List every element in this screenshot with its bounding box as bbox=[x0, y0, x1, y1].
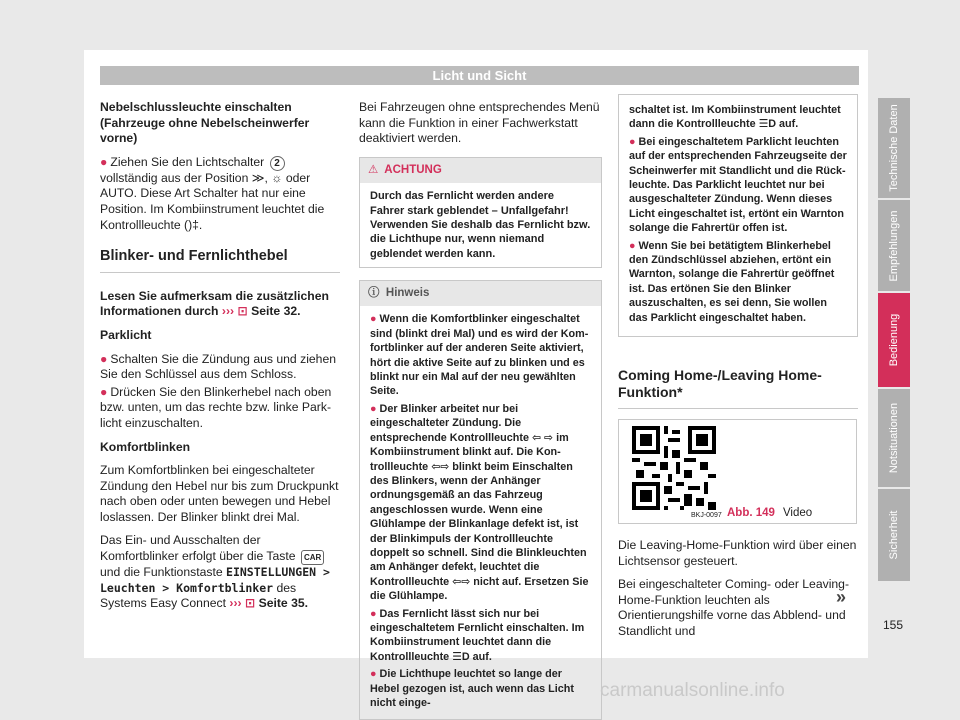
intro-note: Lesen Sie aufmerksam die zusätzlichen Informationen durch ››› ⊡ Seite 32. bbox=[100, 288, 329, 319]
bullet-icon: ● bbox=[370, 313, 377, 326]
paragraph-coming-home: Bei eingeschalteter Coming- oder Leaving-Home-Funktion leuchten als Orientierungshilfe vorne das Abblend- und Standlicht und bbox=[618, 577, 850, 639]
page-number: 155 bbox=[883, 618, 904, 632]
section-title-coming-home: Coming Home-/Leaving Home-Funktion* bbox=[618, 367, 858, 409]
figure-caption: Abb. 149 Video bbox=[727, 507, 813, 520]
section-title-blinker: Blinker- und Fernlichthebel bbox=[100, 249, 340, 273]
tab-technische-daten[interactable]: Technische Daten bbox=[878, 98, 910, 198]
bullet-icon: ● bbox=[370, 668, 377, 681]
watermark: carmanualsonline.info bbox=[600, 680, 785, 701]
chapter-tabs bbox=[878, 98, 910, 583]
menu-path: EINSTELLUNGEN > Leuchten > Komfortblinker bbox=[100, 565, 330, 595]
tab-sicherheit[interactable]: Sicherheit bbox=[878, 489, 910, 581]
car-key-icon: CAR bbox=[301, 550, 324, 565]
warning-box bbox=[359, 157, 602, 268]
bullet-icon: ● bbox=[629, 239, 636, 252]
hint-box bbox=[359, 280, 602, 720]
hint-continuation-box: schaltet ist. Im Kombiinstrument leuchtet dann die Kontrollleuchte ☰D auf. ● Bei eingeschaltetem Parklicht leuchten auf der entsprechenden Fahrzeugseite der Scheinwerfer mit Standlicht und die Rückleuchte. Das Parklicht leuchtet nur bei ausgeschalteter Zündung. Wenn dieses Licht eingeschaltet ist, ertönt ein Warnton solange die Fahrertür offen ist. ● Wenn Sie bei betätigtem Blinkerhebel den Zündschlüssel abziehen, ertönt ein Warnton, solange die Fahrertür geöffnet ist. Das ertönen Sie den Blinker auszuschalten, es sei denn, Sie wollen das Parklicht eingeschaltet haben. bbox=[618, 94, 858, 337]
bullet-icon: ● bbox=[629, 135, 636, 148]
bullet-icon: ● bbox=[100, 154, 108, 169]
tab-bedienung[interactable]: Bedienung bbox=[878, 293, 910, 387]
tab-empfehlungen[interactable]: Empfehlungen bbox=[878, 200, 910, 291]
subheading-komfortblinken: Komfortblinken bbox=[100, 439, 191, 454]
hint-header: ⓘ Hinweis bbox=[360, 281, 601, 307]
warning-header: ⚠ ACHTUNG bbox=[360, 158, 601, 184]
bullet-parklicht-1: ● Schalten Sie die Zündung aus und ziehen Sie den Schlüssel aus dem Schloss. bbox=[100, 351, 337, 382]
hint-item: ● Das Fernlicht lässt sich nur bei eingeschaltetem Fernlicht einschalten. Im Kombiinstrument leuchtet dann die Kontrollleuchte ☰D auf. bbox=[370, 607, 585, 663]
hint-body bbox=[360, 306, 601, 719]
figure-number: Abb. 149 bbox=[727, 507, 775, 520]
page-link[interactable]: Seite 32. bbox=[251, 304, 301, 319]
hint-item: ● Bei eingeschaltetem Parklicht leuchten auf der entsprechenden Fahrzeugseite der Scheinwerfer mit Standlicht und die Rückleuchte. Das Parklicht leuchtet nur bei ausgeschalteter Zündung. Wenn dieses Licht eingeschaltet ist, ertönt ein Warnton solange die Fahrertür offen ist. bbox=[629, 135, 847, 235]
column-left bbox=[100, 100, 340, 620]
hint-item: ● Wenn Sie bei betätigtem Blinkerhebel den Zündschlüssel abziehen, ertönt ein Warnton, solange die Fahrertür geöffnet ist. Das ertönen Sie den Blinker auszuschalten, es sei denn, Sie wollen das Parklicht eingeschaltet haben. bbox=[629, 239, 835, 324]
bullet-icon: ● bbox=[100, 384, 108, 399]
column-right bbox=[618, 94, 858, 648]
page-link[interactable]: Seite 35. bbox=[258, 596, 309, 611]
page-header: Licht und Sicht bbox=[100, 66, 859, 85]
paragraph-leaving-home: Die Leaving-Home-Funktion wird über einen Lichtsensor gesteuert. bbox=[618, 538, 857, 568]
heading-fog-light: Nebelschlussleuchte einschalten (Fahrzeuge ohne Nebelscheinwerfer vorne) bbox=[100, 100, 310, 146]
bullet-icon: ● bbox=[100, 351, 108, 366]
subheading-parklicht: Parklicht bbox=[100, 327, 152, 342]
book-icon: ⊡ bbox=[244, 596, 256, 611]
tab-notsituationen[interactable]: Notsituationen bbox=[878, 389, 910, 487]
figure-video bbox=[618, 419, 857, 524]
hint-item: ● Wenn die Komfortblinker eingeschaltet sind (blinkt drei Mal) und es wird der Komfortblinker auf der anderen Seite aktiviert, hört die aktive Seite auf zu blinken und es blinkt nur ein Mal auf der neu gewählten Seite. bbox=[370, 313, 589, 398]
column-middle bbox=[359, 100, 602, 720]
bullet-parklicht-2: ● Drücken Sie den Blinkerhebel nach oben bzw. unten, um das rechte bzw. linke Parklicht einzuschalten. bbox=[100, 384, 332, 430]
warning-text: Durch das Fernlicht werden andere Fahrer stark geblendet – Unfallgefahr! Verwenden Sie deshalb das Fernlicht bzw. die Lichthupe nur, wenn niemand geblendet werden kann. bbox=[370, 190, 591, 260]
paragraph-komfortblinken: Zum Komfortblinken bei eingeschalteter Zündung den Hebel nur bis zum Druckpunkt nach oben oder unten bewegen und Hebel loslassen. Der Blinker blinkt drei Mal. bbox=[100, 463, 339, 524]
reference-arrow-icon: ››› bbox=[229, 596, 242, 611]
qr-code-icon[interactable] bbox=[631, 426, 717, 510]
hint-item: ● Die Lichthupe leuchtet so lange der Hebel gezogen ist, auch wenn das Licht nicht einge- bbox=[370, 668, 574, 710]
item-number-badge: 2 bbox=[270, 156, 285, 171]
book-icon: ⊡ bbox=[237, 304, 248, 319]
continue-arrow-icon: » bbox=[836, 587, 847, 607]
bullet-icon: ● bbox=[370, 607, 377, 620]
bullet-fog-light: ● Ziehen Sie den Lichtschalter 2 vollständig aus der Position ≫, ☼ oder AUTO. Diese Art Schalter hat nur eine Position. Im Kombiinstrument leuchtet die Kontrollleuchte ()‡. bbox=[100, 154, 325, 232]
bullet-icon: ● bbox=[370, 402, 377, 415]
reference-arrow-icon: ››› bbox=[221, 304, 235, 319]
warning-triangle-icon: ⚠ bbox=[368, 163, 379, 176]
paragraph-settings: Das Ein- und Ausschalten der Komfortblinker erfolgt über die Taste CAR und die Funktionstaste EINSTELLUNGEN > Leuchten > Komfortblinker des Systems Easy Connect ››› ⊡ Seite 35. bbox=[100, 533, 330, 611]
info-icon: ⓘ bbox=[368, 286, 380, 299]
hint-item: ● Der Blinker arbeitet nur bei eingeschalteter Zündung. Die entsprechende Kontrollleuchte ⇦ ⇨ im Kombiinstrument blinkt auf. Die Kontrollleuchte ⇦⇨ blinkt beim Einschalten des Blinkers, wenn der Anhänger ordnungsgemäß an das Fahrzeug angeschlossen wurde. Wenn eine Glühlampe der Blinkanlage defekt ist, ist der Blinkimpuls der Kontrollleuchte doppelt so schnell. Sind die Blinkleuchten am Anhänger defekt, leuchtet die Kontrollleuchte ⇦⇨ nicht auf. Ersetzen Sie die Glühlampe. bbox=[370, 402, 589, 603]
paragraph-workshop: Bei Fahrzeugen ohne entsprechendes Menü kann die Funktion in einer Fachwerkstatt deaktiviert werden. bbox=[359, 100, 600, 146]
qr-code-label: BKJ-0097 bbox=[691, 512, 722, 520]
